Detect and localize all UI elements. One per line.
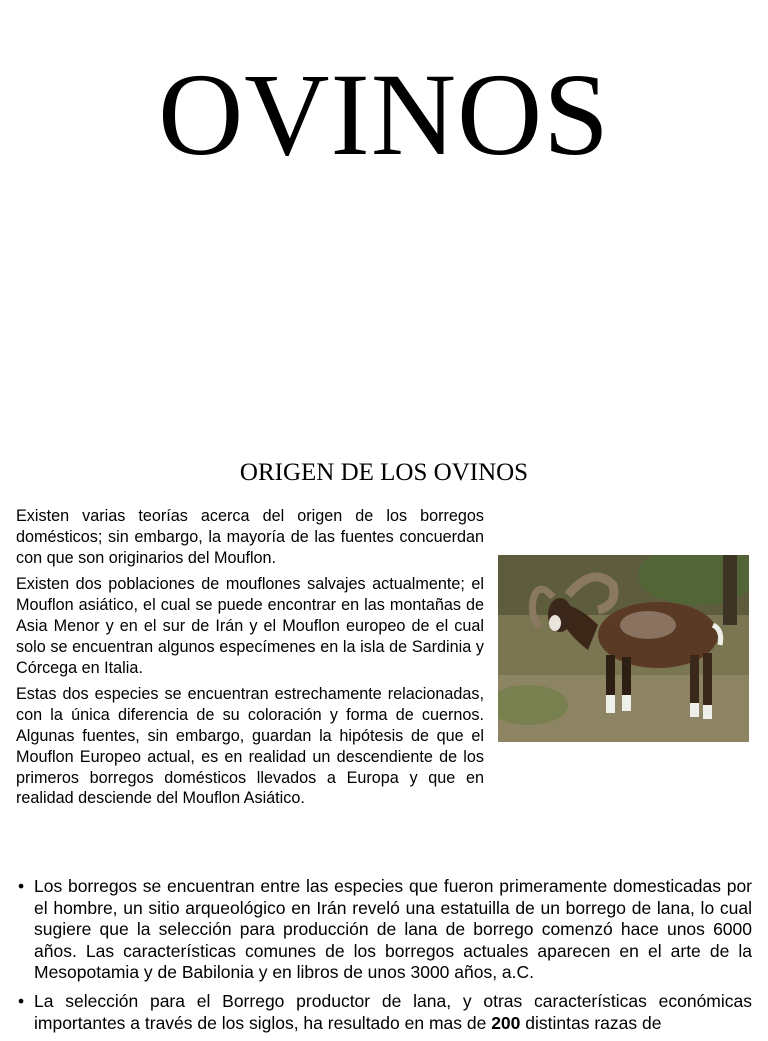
list-item [16,991,752,1034]
bullet-list [16,876,752,1041]
bullet-text-end: distintas razas de [520,1012,662,1033]
list-item [16,876,752,984]
paragraph: Existen varias teorías acerca del origen de los borregos domésticos; sin embargo, la mayoría de las fuentes concuerdan con que son originarios del Mouflon. [16,507,484,567]
page-title: OVINOS [158,49,610,180]
bullet-bold-number: 200 [491,1012,521,1033]
bullet-marker: • [18,990,25,1011]
section-body [16,506,484,815]
mouflon-illustration [498,555,749,742]
bullet-marker: • [18,876,25,896]
mouflon-photo [498,555,749,742]
paragraph: Estas dos especies se encuentran estrechamente relacionadas, con la única diferencia de su coloración y forma de cuernos. Algunas fuentes, sin embargo, guardan la hipótesis de que el Mouflon Europeo actual, es en realidad un descendiente de los primeros borregos domésticos llevados a Europa y que en realidad desciende del Mouflon Asiático. [16,685,484,808]
bullet-text-start: La selección para el Borrego productor de lana, y otras características económicas importantes a través de los siglos, ha resultado en mas de [34,990,752,1033]
bullet-text: Los borregos se encuentran entre las especies que fueron primeramente domesticadas por el hombre, un sitio arqueológico en Irán reveló una estatuilla de un borrego de lana, lo cual sugiere que la selección para producción de lana de borrego comenzó hace unos 6000 años. Las características comunes de los borregos actuales aparecen en el arte de la Mesopotamia y de Babilonia y en libros de unos 3000 años, a.C. [34,876,752,983]
paragraph: Existen dos poblaciones de mouflones salvajes actualmente; el Mouflon asiático, el cual se puede encontrar en las montañas de Asia Menor y en el sur de Irán y el Mouflon europeo de el cual solo se encuentran algunos especímenes en la isla de Sardinia y Córcega en Italia. [16,575,484,677]
section-heading: ORIGEN DE LOS OVINOS [239,459,529,486]
